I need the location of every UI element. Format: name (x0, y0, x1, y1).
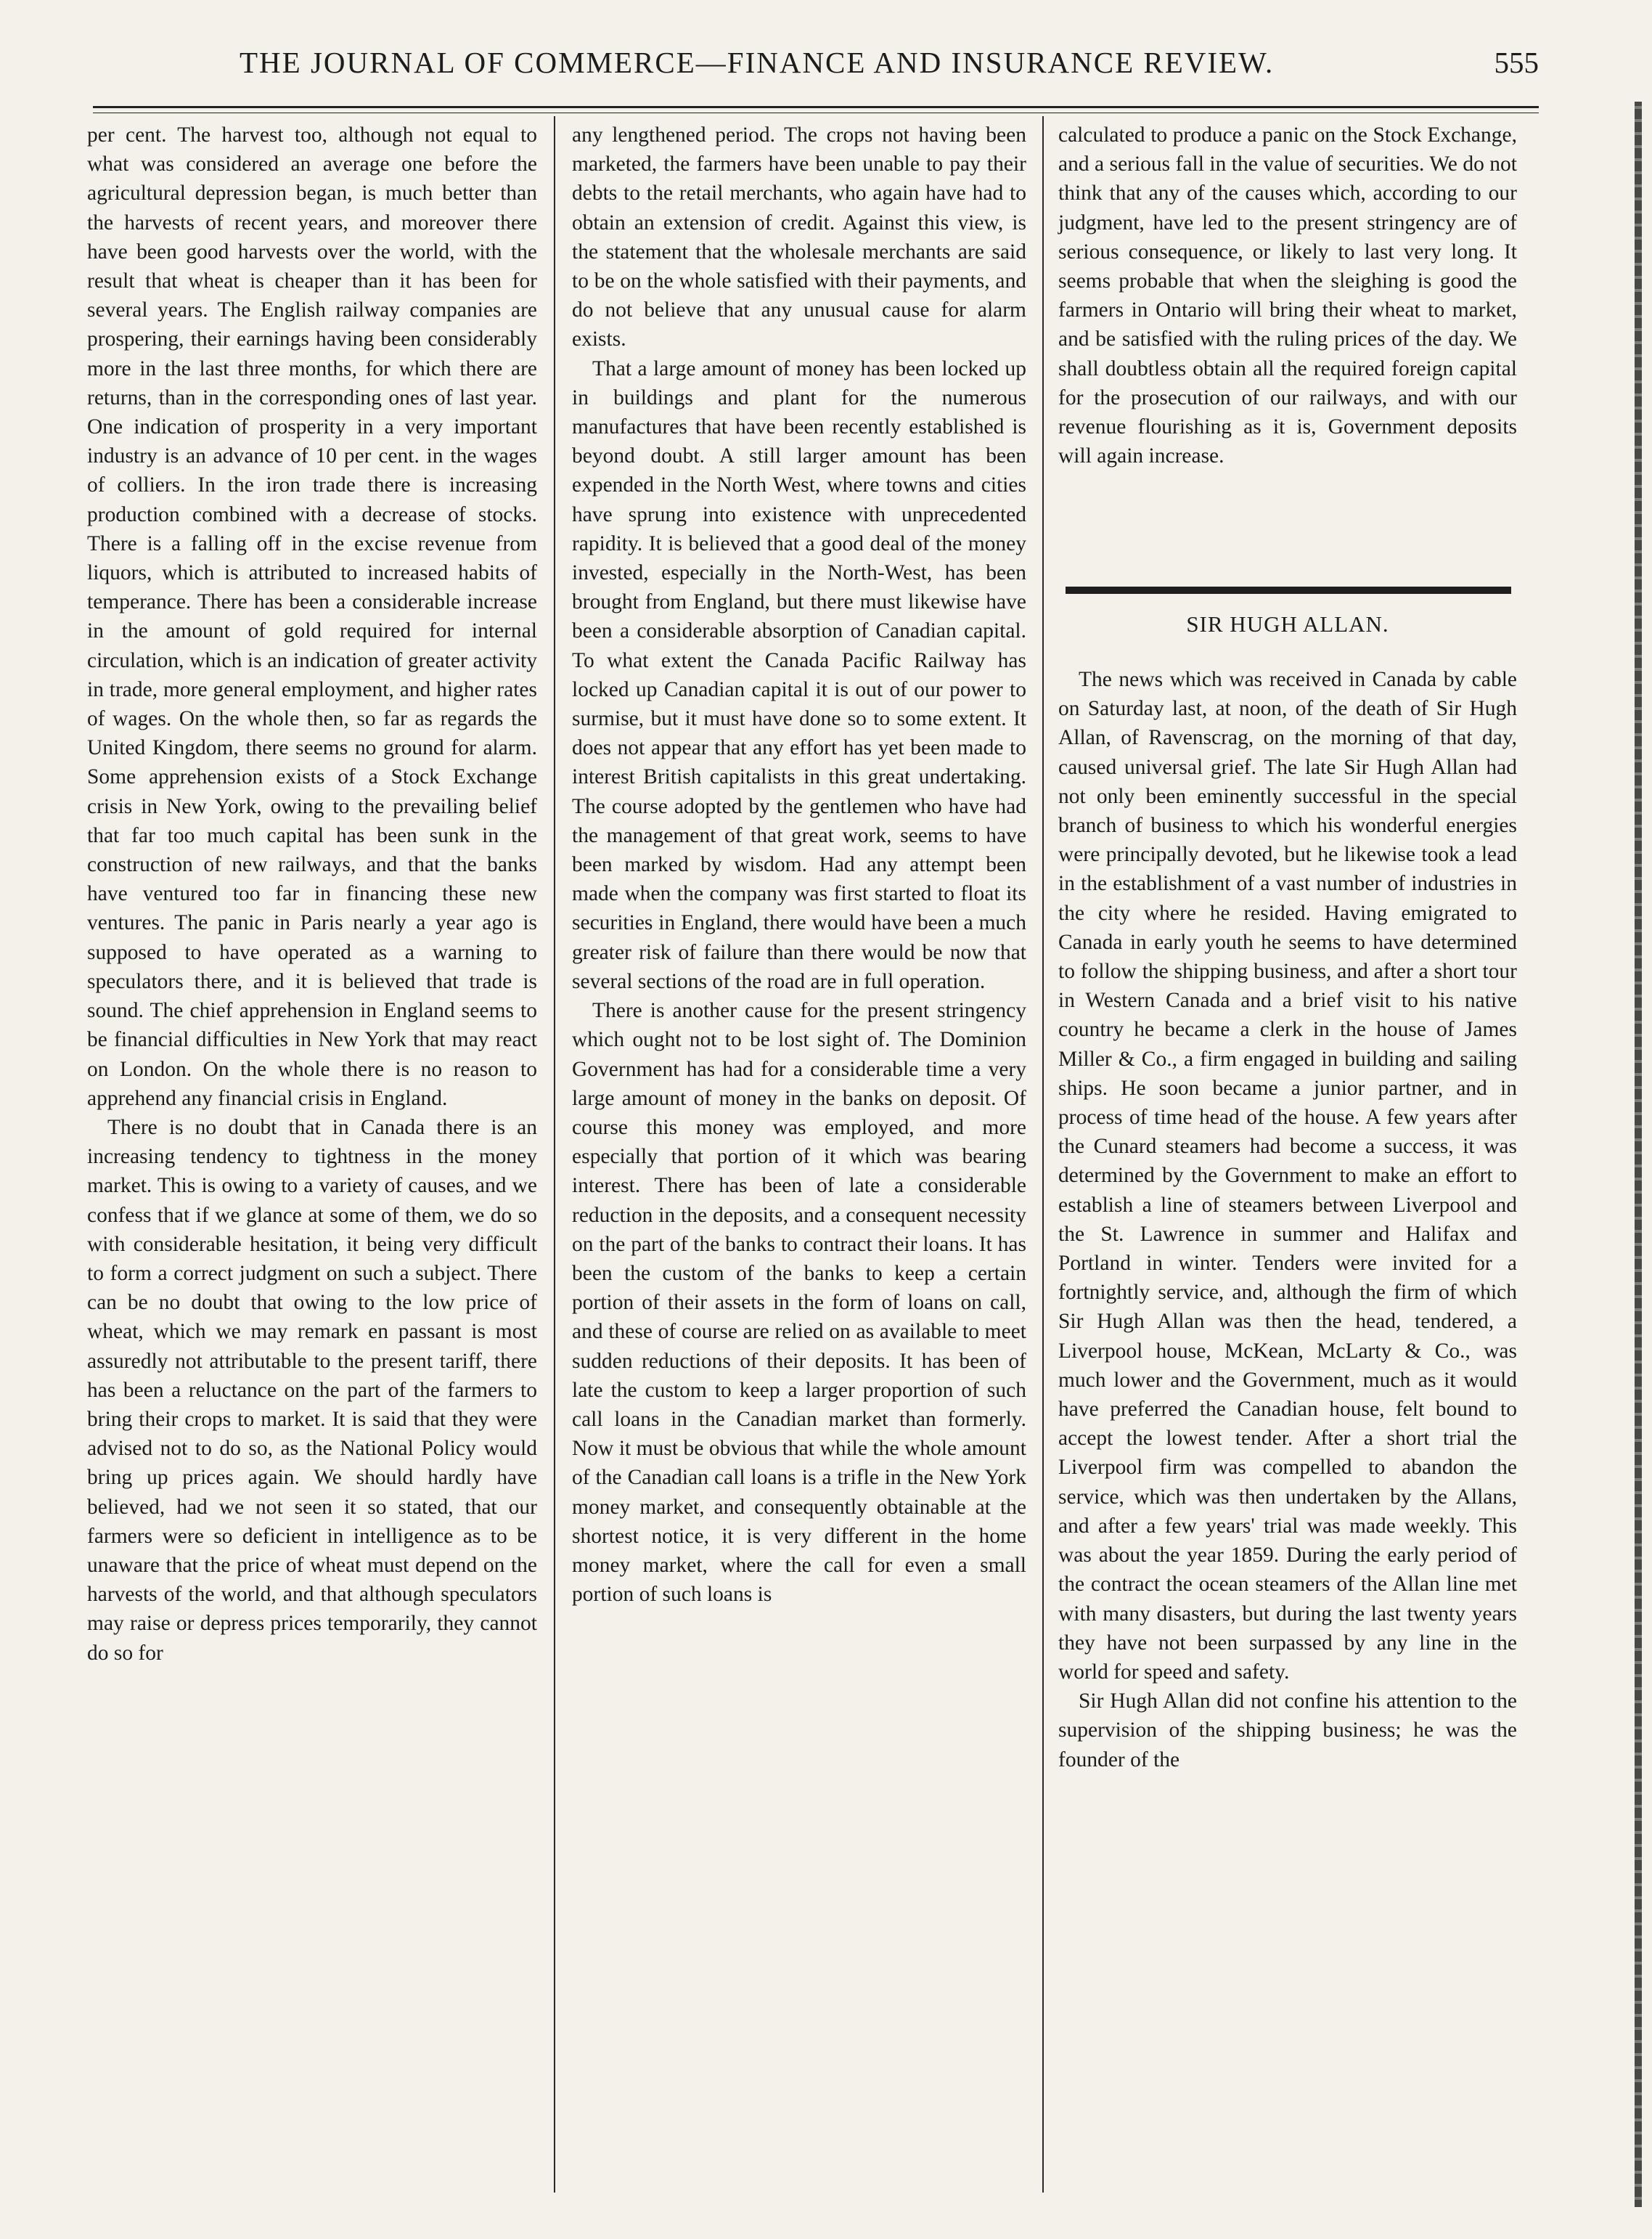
col1-paragraph-2: There is no doubt that in Canada there is an increasing tendency to tightness in the money market. This is owing to a variety of causes, and we confess that if we glance at some of them, we do so with considerable hesitation, it being very difficult to form a correct judgment on such a subject. There can be no doubt that owing to the low price of wheat, which we may remark en passant is most assuredly not attributable to the present tariff, there has been a reluctance on the part of the farmers to bring their crops to market. It is said that they were advised not to do so, as the National Policy would bring up prices again. We should hardly have believed, had we not seen it so stated, that our farmers were so deficient in intelligence as to be unaware that the price of wheat must depend on the harvests of the world, and that although speculators may raise or depress prices temporarily, they cannot do so for (87, 1115, 537, 1665)
page-header (87, 42, 1539, 93)
binding-edge (1635, 102, 1642, 2207)
journal-title: THE JOURNAL OF COMMERCE—FINANCE AND INSURANCE REVIEW. (240, 46, 1275, 79)
col3-paragraph-2: The news which was received in Canada by cable on Saturday last, at noon, of the death of Sir Hugh Allan, of Ravenscrag, on the morning of that day, caused universal grief. The late Sir Hugh Allan had not only been eminently successful in the special branch of business to which his wonderful energies were principally devoted, but he likewise took a lead in the establishment of a vast number of industries in the city where he resided. Having emigrated to Canada in early youth he seems to have determined to follow the shipping business, and after a short tour in Western Canada and a brief visit to his native country he became a clerk in the house of James Miller & Co., a firm engaged in building and sailing ships. He soon became a junior partner, and in process of time head of the house. A few years after the Cunard steamers had become a success, it was determined by the Government to make an effort to establish a line of steamers between Liverpool and the St. Lawrence in summer and Halifax and Portland in winter. Tenders were invited for a fortnightly service, and, although the firm of which Sir Hugh Allan was then the head, tendered, a Liverpool house, McKean, McLarty & Co., was much lower and the Government, much as it would have preferred the Canadian house, felt bound to accept the lowest tender. After a short trial the Liverpool firm was compelled to abandon the service, which was then undertaken by the Allans, and after a few years' trial was made weekly. This was about the year 1859. During the early period of the contract the ocean steamers of the Allan line met with many disasters, but during the last twenty years they have not been surpassed by any line in the world for speed and safety. (1058, 668, 1517, 1684)
column-divider-1 (554, 116, 555, 2193)
column-1 (87, 121, 537, 1668)
col2-paragraph-3: There is another cause for the present stringency which ought not to be lost sight of. The Dominion Government has had for a considerable time a very large amount of money in the banks on deposit. Of course this money was employed, and more especially that portion of it which was bearing interest. There has been of late a considerable reduction in the deposits, and a consequent necessity on the part of the banks to contract their loans. It has been the custom of the banks to keep a certain portion of their assets in the form of loans on call, and these of course are relied on as available to meet sudden reductions of their deposits. It has been of late the custom to keep a larger proportion of such call loans in the Canadian market than formerly. Now it must be obvious that while the whole amount of the Canadian call loans is a trifle in the New York money market, and consequently obtainable at the shortest notice, it is very different in the home money market, where the call for even a small portion of such loans is (572, 999, 1026, 1607)
section-divider (1066, 587, 1511, 594)
section-heading: SIR HUGH ALLAN. (1186, 611, 1389, 637)
page-number: 555 (1494, 46, 1539, 79)
col3-paragraph-3: Sir Hugh Allan did not confine his attention to the supervision of the shipping business; he was the founder of the (1058, 1689, 1517, 1771)
col3-paragraph-1: calculated to produce a panic on the Stock Exchange, and a serious fall in the value of securities. We do not think that any of the causes which, according to our judgment, have led to the present stringency are of serious consequence, or likely to last very long. It seems probable that when the sleighing is good the farmers in Ontario will bring their wheat to market, and be satisfied with the ruling prices of the day. We shall doubtless obtain all the required foreign capital for the prosecution of our railways, and with our revenue flourishing as it is, Government deposits will again increase. (1058, 123, 1517, 468)
column-2 (572, 121, 1026, 1609)
col2-paragraph-1: any lengthened period. The crops not having been marketed, the farmers have been unable to pay their debts to the retail merchants, who again have had to obtain an extension of credit. Against this view, is the statement that the wholesale merchants are said to be on the whole satisfied with their payments, and do not believe that any unusual cause for alarm exists. (572, 123, 1026, 351)
column-divider-2 (1042, 116, 1044, 2193)
header-rule (93, 106, 1539, 113)
column-3-top (1058, 121, 1517, 470)
column-3-article (1058, 665, 1517, 1774)
col2-paragraph-2: That a large amount of money has been locked up in buildings and plant for the numerous manufactures that have been recently established is beyond doubt. A still larger amount has been expended in the North West, where towns and cities have sprung into existence with unprecedented rapidity. It is believed that a good deal of the money invested, especially in the North-West, has been brought from England, but there must likewise have been a considerable absorption of Canadian capital. To what extent the Canada Pacific Railway has locked up Canadian capital it is out of our power to surmise, but it must have done so to some extent. It does not appear that any effort has yet been made to interest British capitalists in this great undertaking. The course adopted by the gentlemen who have had the management of that great work, seems to have been marked by wisdom. Had any attempt been made when the company was first started to float its securities in England, there would have been a much greater risk of failure than there would be now that several sections of the road are in full operation. (572, 356, 1026, 993)
col1-paragraph-1: per cent. The harvest too, although not equal to what was considered an average one before the agricultural depression began, is much better than the harvests of recent years, and moreover there have been good harvests over the world, with the result that wheat is cheaper than it has been for several years. The English railway companies are prospering, their earnings having been considerably more in the last three months, for which there are returns, than in the corresponding ones of last year. One indication of prosperity in a very important industry is an advance of 10 per cent. in the wages of colliers. In the iron trade there is increasing production combined with a decrease of stocks. There is a falling off in the excise revenue from liquors, which is attributed to increased habits of temperance. There has been a considerable increase in the amount of gold required for internal circulation, which is an indication of greater activity in trade, more general employment, and higher rates of wages. On the whole then, so far as regards the United Kingdom, there seems no ground for alarm. Some apprehension exists of a Stock Exchange crisis in New York, owing to the prevailing belief that far too much capital has been sunk in the construction of new railways, and that the banks have ventured too far in financing these new ventures. The panic in Paris nearly a year ago is supposed to have operated as a warning to speculators there, and it is believed that trade is sound. The chief apprehension in England seems to be financial difficulties in New York that may react on London. On the whole there is no reason to apprehend any financial crisis in England. (87, 123, 537, 1110)
